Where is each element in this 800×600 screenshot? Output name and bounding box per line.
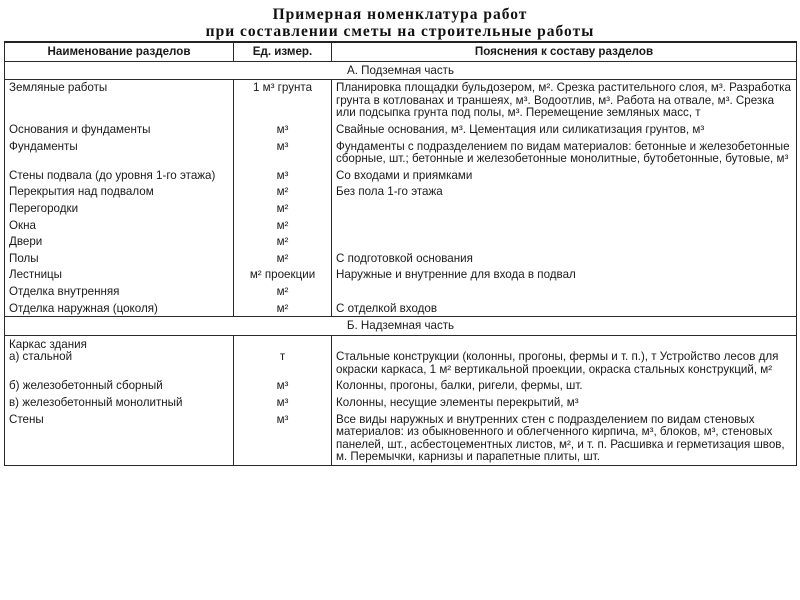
row-name: Стены [5,411,234,466]
row-name: Окна [5,217,234,234]
row-unit: м² [234,183,332,200]
title-line-2: при составлении сметы на строительные работы [205,23,595,40]
row-unit: м³ [234,377,332,394]
title-line-1: Примерная номенклатура работ [272,6,528,23]
table-row [5,411,797,466]
table-row [5,121,797,138]
row-unit: м³ [234,167,332,184]
row-note [332,283,797,300]
row-unit: м² [234,283,332,300]
row-note [332,200,797,217]
row-name [5,335,234,377]
row-name: Основания и фундаменты [5,121,234,138]
row-name: Полы [5,250,234,267]
row-unit [234,335,332,377]
header-section-name: Наименование разделов [5,42,234,61]
table-row [5,138,797,167]
row-note: С отделкой входов [332,300,797,317]
row-unit: м³ [234,121,332,138]
row-name: Стены подвала (до уровня 1-го этажа) [5,167,234,184]
row-note: Все виды наружных и внутренних стен с подразделением по видам стеновых материалов: из обыкновенного и облегченного кирпича, м³, блоков, м³, стеновых панелей, шт., асбестоцементных листов, м², и т. п. Расшивка и герметизация швов, м. Перемычки, карнизы и парапетные плиты, шт. [332,411,797,466]
row-note: Со входами и приямками [332,167,797,184]
table-row [5,217,797,234]
row-unit: м² проекции [234,266,332,283]
row-unit: м³ [234,394,332,411]
row-unit: м² [234,200,332,217]
table-row [5,394,797,411]
row-note: Свайные основания, м³. Цементация или силикатизация грунтов, м³ [332,121,797,138]
header-unit: Ед. измер. [234,42,332,61]
table-row [5,80,797,121]
section-heading-row [5,61,797,80]
row-name-group: Каркас здания [9,337,87,351]
row-name: Двери [5,233,234,250]
table-row [5,250,797,267]
table-row [5,200,797,217]
table-row [5,335,797,377]
table-row [5,377,797,394]
row-note: Планировка площадки бульдозером, м². Срезка растительного слоя, м³. Разработка грунта в котлованах и траншеях, м³. Водоотлив, м³. Работа на отвале, м³. Срезка или подсыпка грунта под полы, м³. Перемещение земляных масс, т [332,80,797,121]
row-note-text: Стальные конструкции (колонны, прогоны, фермы и т. п.), т Устройство лесов для окраски каркаса, 1 м² вертикальной проекции, окраска стальных конструкций, м² [336,350,779,376]
row-name: в) железобетонный монолитный [5,394,234,411]
row-unit: м³ [234,138,332,167]
table-row [5,283,797,300]
row-name: Лестницы [5,266,234,283]
row-name: б) железобетонный сборный [5,377,234,394]
row-name: Перекрытия над подвалом [5,183,234,200]
row-name: Отделка внутренняя [5,283,234,300]
row-note [332,335,797,377]
estimate-works-table [4,41,797,466]
table-row [5,300,797,317]
row-note: Фундаменты с подразделением по видам материалов: бетонные и железобетонные сборные, шт.; бетонные и железобетонные монолитные, бутобетонные, бутовые, м³ [332,138,797,167]
header-explanation: Пояснения к составу разделов [332,42,797,61]
row-note [332,233,797,250]
row-unit: м² [234,300,332,317]
table-row [5,183,797,200]
row-note: Наружные и внутренние для входа в подвал [332,266,797,283]
row-note: Без пола 1-го этажа [332,183,797,200]
row-note: С подготовкой основания [332,250,797,267]
table-row [5,233,797,250]
section-heading-underground: А. Подземная часть [5,61,797,80]
row-name: Отделка наружная (цоколя) [5,300,234,317]
row-note: Колонны, прогоны, балки, ригели, фермы, шт. [332,377,797,394]
row-unit: 1 м³ грунта [234,80,332,121]
row-note [332,217,797,234]
row-unit: м² [234,233,332,250]
document-title [0,6,800,40]
row-unit-value: т [279,350,286,364]
row-unit: м³ [234,411,332,466]
section-heading-row [5,317,797,336]
section-heading-aboveground: Б. Надземная часть [5,317,797,336]
row-unit: м² [234,250,332,267]
table-header-row [5,42,797,61]
table-row [5,266,797,283]
row-name-sub: а) стальной [9,350,73,364]
table-row [5,167,797,184]
row-name: Фундаменты [5,138,234,167]
row-note: Колонны, несущие элементы перекрытий, м³ [332,394,797,411]
row-unit: м² [234,217,332,234]
row-name: Перегородки [5,200,234,217]
row-name: Земляные работы [5,80,234,121]
